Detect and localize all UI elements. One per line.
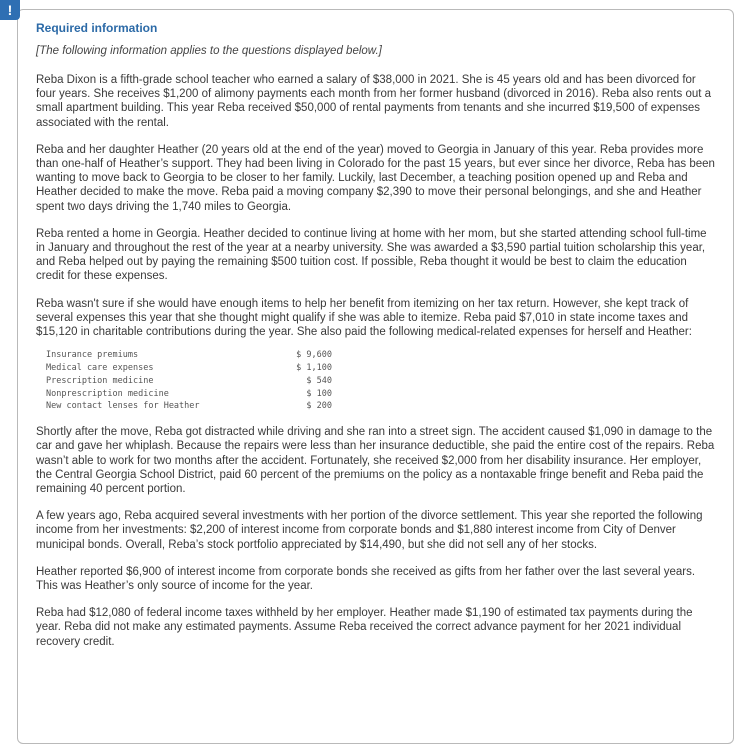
paragraph-accident: Shortly after the move, Reba got distracted while driving and she ran into a street sign. The accident caused $1,090 in damage to the car and gave her whiplash. Because the repairs were less than her insurance deductible, she paid the entire cost of the repairs. Reba wasn’t able to work for two months after the accident. Fortunately, she received $2,000 from her disability insurance. Her employer, the Central Georgia School District, paid 60 percent of the premiums on the policy as a nontaxable fringe benefit and Reba paid the remaining 40 percent portion. xyxy=(36,426,715,496)
expense-label: Prescription medicine xyxy=(46,375,154,386)
expense-amount: $ 540 xyxy=(306,375,332,386)
expense-amount: $ 100 xyxy=(306,388,332,399)
paragraph-heather-income: Heather reported $6,900 of interest income from corporate bonds she received as gifts from her father over the last several years. This was Heather’s only source of income for the year. xyxy=(36,565,696,593)
applies-note: [The following information applies to the questions displayed below.] xyxy=(36,45,382,57)
table-row xyxy=(46,375,332,388)
expense-amount: $ 1,100 xyxy=(296,363,332,374)
expense-label: Medical care expenses xyxy=(46,363,154,374)
medical-expenses-table xyxy=(46,349,332,413)
paragraph-itemizing: Reba wasn't sure if she would have enough items to help her benefit from itemizing on her tax return. However, she kept track of several expenses this year that she thought might qualify if she was able to itemize. Reba paid $7,010 in state income taxes and $15,120 in charitable contributions during the year. She also paid the following medical-related expenses for herself and Heather: xyxy=(36,297,692,339)
paragraph-salary: Reba Dixon is a fifth-grade school teacher who earned a salary of $38,000 in 2021. She is 45 years old and has been divorced for four years. She receives $1,200 of alimony payments each month from her former husband (divorced in 2016). Reba also rents out a small apartment building. This year Reba received $50,000 of rental payments from tenants and she incurred $19,500 of expenses associated with the rental. xyxy=(36,74,712,129)
table-row xyxy=(46,388,332,401)
table-row xyxy=(46,362,332,375)
paragraph-education: Reba rented a home in Georgia. Heather decided to continue living at home with her mom, but she started attending school full-time in January and throughout the rest of the year at a nearby university. She was awarded a $3,590 partial tuition scholarship this year, and Reba helped out by paying the remaining $500 tuition cost. If possible, Reba thought it would be best to claim the education credit for these expenses. xyxy=(36,227,707,283)
paragraph-withholding: Reba had $12,080 of federal income taxes withheld by her employer. Heather made $1,190 of estimated tax payments during the year. Reba did not make any estimated payments. Assume Reba received the correct advance payment for her 2021 individual recovery credit. xyxy=(36,607,693,648)
paragraph-investments: A few years ago, Reba acquired several investments with her portion of the divorce settlement. This year she reported the following income from her investments: $2,200 of interest income from corporate bonds and $1,880 interest income from City of Denver municipal bonds. Overall, Reba’s stock portfolio appreciated by $14,490, but she did not sell any of her stocks. xyxy=(36,510,703,551)
expense-amount: $ 9,600 xyxy=(296,350,332,361)
alert-icon: ! xyxy=(0,0,20,20)
panel-title: Required information xyxy=(36,21,158,35)
expense-label: Insurance premiums xyxy=(46,350,139,361)
required-information-panel xyxy=(17,9,734,744)
expense-label: Nonprescription medicine xyxy=(46,388,169,399)
table-row xyxy=(46,400,332,413)
expense-amount: $ 200 xyxy=(306,401,332,412)
table-row xyxy=(46,349,332,362)
expense-label: New contact lenses for Heather xyxy=(46,401,200,412)
paragraph-move: Reba and her daughter Heather (20 years old at the end of the year) moved to Georgia in January of this year. Reba provides more than one-half of Heather’s support. They had been living in Colorado for the past 15 years, but ever since her divorce, Reba has been wanting to move back to Georgia to be closer to her family. Luckily, last December, a teaching position opened up and Reba and Heather decided to make the move. Reba paid a moving company $2,390 to move their personal belongings, and she and Heather spent two days driving the 1,740 miles to Georgia. xyxy=(36,143,715,213)
